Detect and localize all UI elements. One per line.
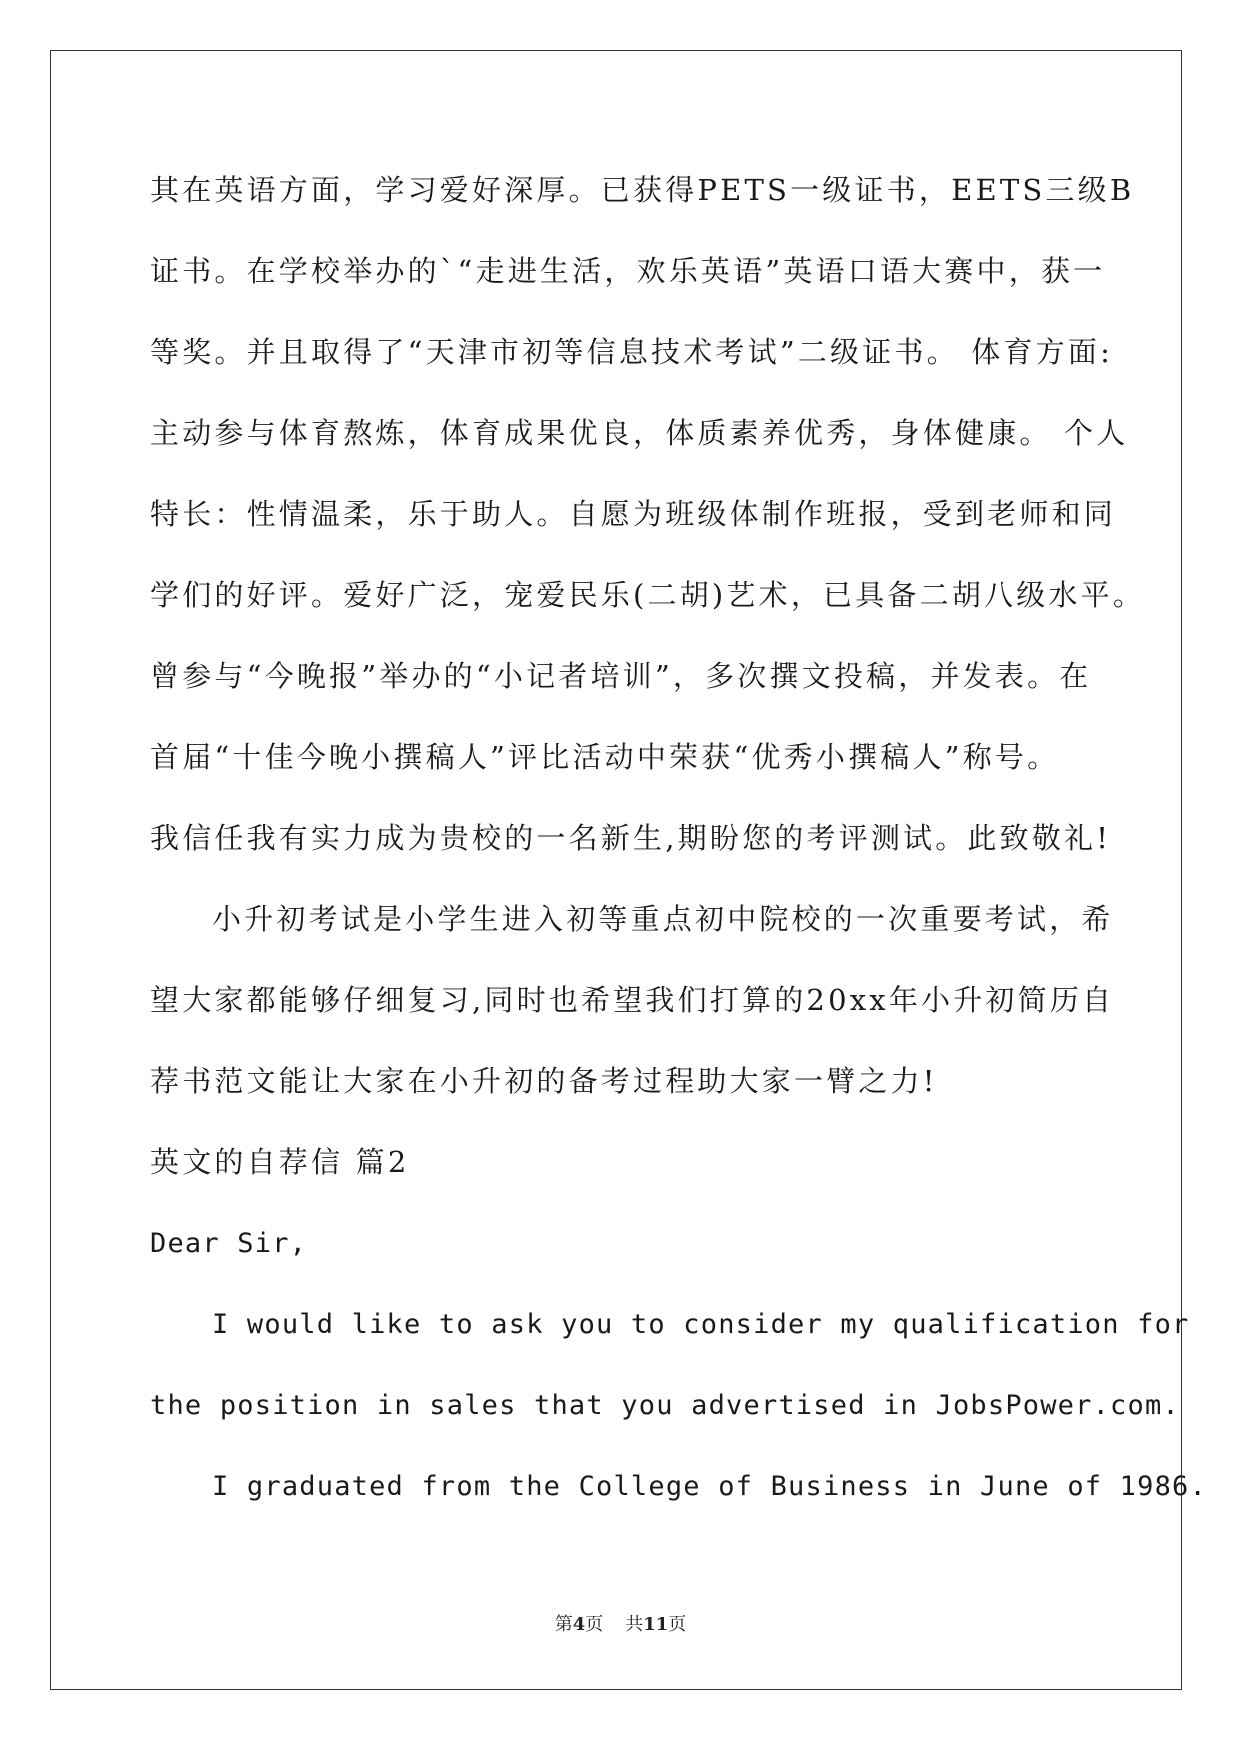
text-line-17: I graduated from the College of Business in June of 1986. (212, 1471, 1207, 1502)
text-line-1: 其在英语方面，学习爱好深厚。已获得PETS一级证书，EETS三级B (150, 173, 1135, 207)
current-page-number: 4 (572, 1614, 586, 1635)
footer-total-prefix: 共 (625, 1614, 644, 1635)
text-line-6: 学们的好评。爱好广泛，宠爱民乐(二胡)艺术，已具备二胡八级水平。 (150, 578, 1146, 612)
text-line-7: 曾参与“今晚报”举办的“小记者培训”，多次撰文投稿，并发表。在 (150, 659, 1092, 693)
text-line-2: 证书。在学校举办的`“走进生活，欢乐英语”英语口语大赛中，获一 (150, 254, 1106, 288)
document-body (150, 150, 1207, 1527)
page-footer (0, 1610, 1241, 1636)
text-line-8: 首届“十佳今晚小撰稿人”评比活动中荣获“优秀小撰稿人”称号。 (150, 740, 1060, 774)
section-heading: 英文的自荐信 篇2 (150, 1145, 410, 1179)
total-page-number: 11 (643, 1614, 669, 1635)
footer-page-word: 页 (585, 1614, 604, 1635)
text-line-12: 荐书范文能让大家在小升初的备考过程助大家一臂之力! (150, 1064, 938, 1098)
text-line-9: 我信任我有实力成为贵校的一名新生,期盼您的考评测试。此致敬礼! (150, 821, 1112, 855)
salutation: Dear Sir, (150, 1228, 308, 1259)
text-line-5: 特长：性情温柔，乐于助人。自愿为班级体制作班报，受到老师和同 (150, 497, 1117, 531)
text-line-16: the position in sales that you advertised in JobsPower.com. (150, 1390, 1180, 1421)
text-line-15: I would like to ask you to consider my qualification for (212, 1309, 1190, 1340)
footer-prefix: 第 (554, 1614, 573, 1635)
text-line-10: 小升初考试是小学生进入初等重点初中院校的一次重要考试，希 (212, 902, 1114, 936)
text-line-4: 主动参与体育熬炼，体育成果优良，体质素养优秀，身体健康。 个人 (150, 416, 1129, 450)
text-line-11: 望大家都能够仔细复习,同时也希望我们打算的20xx年小升初简历自 (150, 983, 1115, 1017)
footer-total-suffix: 页 (668, 1614, 687, 1635)
text-line-3: 等奖。并且取得了“天津市初等信息技术考试”二级证书。 体育方面: (150, 335, 1114, 369)
